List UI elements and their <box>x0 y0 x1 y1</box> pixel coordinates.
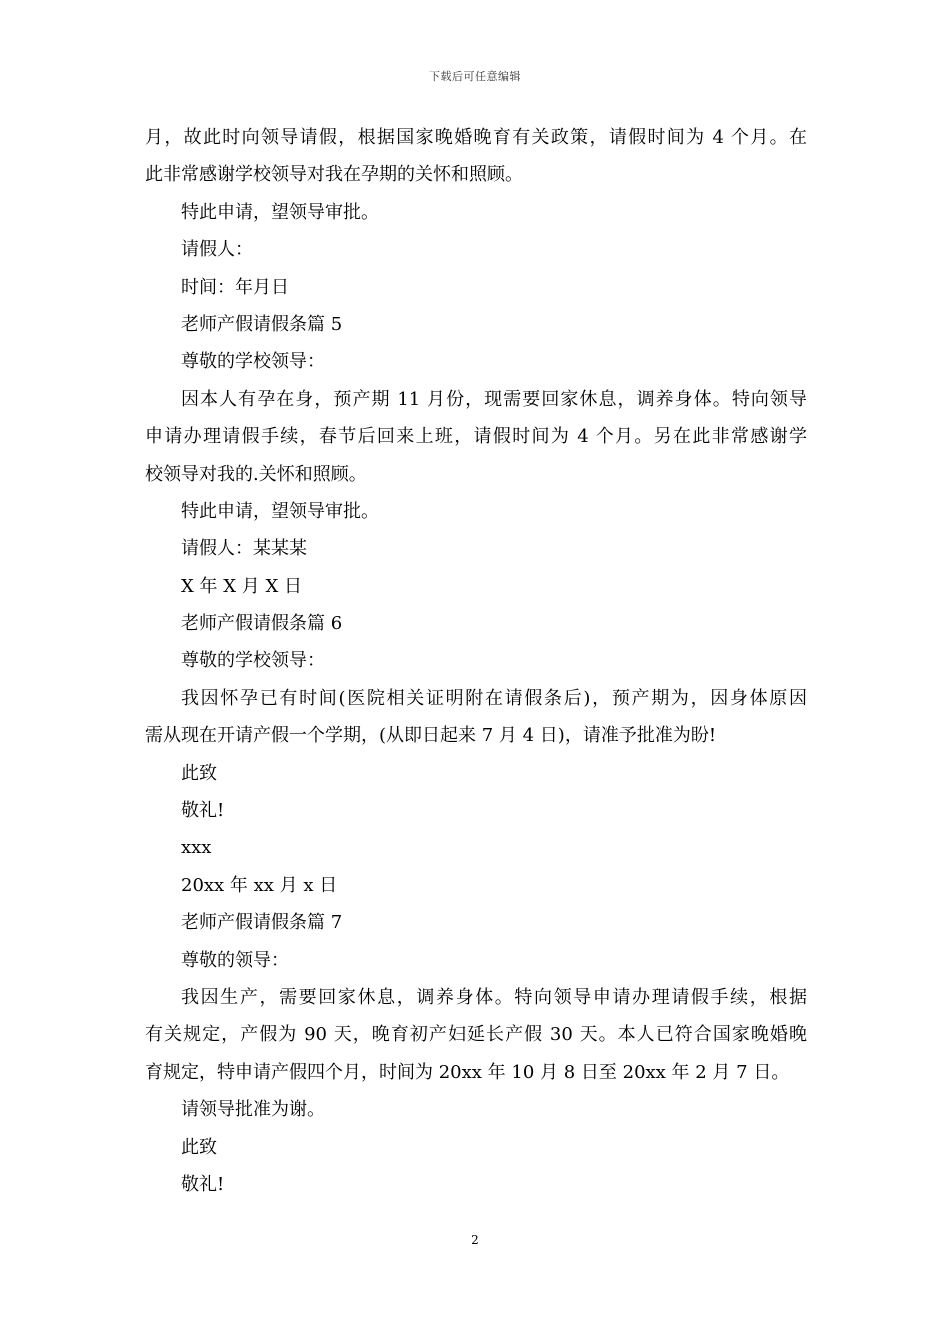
paragraph-line: 请领导批准为谢。 <box>181 1099 325 1121</box>
signature-label: 请假人： <box>181 239 253 261</box>
paragraph-line: 因本人有孕在身，预产期 11 月份，现需要回家休息，调养身体。特向领导 <box>181 388 807 410</box>
paragraph-line: 此非常感谢学校领导对我在孕期的关怀和照顾。 <box>145 164 523 186</box>
paragraph-line: 我因怀孕已有时间(医院相关证明附在请假条后)，预产期为，因身体原因 <box>181 687 807 709</box>
closing-line: 敬礼! <box>181 800 225 822</box>
section-title: 老师产假请假条篇 6 <box>181 613 343 635</box>
date-line: X 年 X 月 X 日 <box>181 575 303 597</box>
signature-label: xxx <box>181 837 212 859</box>
page-header: 下载后可任意编辑 <box>429 70 521 83</box>
paragraph-line: 特此申请，望领导审批。 <box>181 201 379 223</box>
document-body <box>145 119 807 1203</box>
closing-line: 敬礼! <box>181 1173 225 1195</box>
paragraph-line: 有关规定，产假为 90 天，晚育初产妇延长产假 30 天。本人已符合国家晚婚晚 <box>145 1024 807 1046</box>
salutation: 尊敬的学校领导： <box>181 650 325 672</box>
paragraph-line: 校领导对我的.关怀和照顾。 <box>145 463 367 485</box>
date-line: 时间：年月日 <box>181 276 289 298</box>
salutation: 尊敬的领导： <box>181 949 289 971</box>
closing-line: 此致 <box>181 1136 217 1158</box>
paragraph-line: 需从现在开请产假一个学期，(从即日起来 7 月 4 日)，请准予批准为盼! <box>145 725 717 747</box>
page-number: 2 <box>471 1233 479 1247</box>
date-line: 20xx 年 xx 月 x 日 <box>181 874 338 896</box>
section-title: 老师产假请假条篇 5 <box>181 313 343 335</box>
section-title: 老师产假请假条篇 7 <box>181 912 343 934</box>
paragraph-line: 我因生产，需要回家休息，调养身体。特向领导申请办理请假手续，根据 <box>181 986 807 1008</box>
paragraph-line: 月，故此时向领导请假，根据国家晚婚晚育有关政策，请假时间为 4 个月。在 <box>145 127 807 148</box>
salutation: 尊敬的学校领导： <box>181 351 325 373</box>
closing-line: 此致 <box>181 762 217 784</box>
paragraph-line: 育规定，特申请产假四个月，时间为 20xx 年 10 月 8 日至 20xx 年 2 月 7 日。 <box>145 1061 790 1083</box>
paragraph-line: 申请办理请假手续，春节后回来上班，请假时间为 4 个月。另在此非常感谢学 <box>145 426 807 448</box>
signature-label: 请假人：某某某 <box>181 538 307 560</box>
paragraph-line: 特此申请，望领导审批。 <box>181 500 379 522</box>
